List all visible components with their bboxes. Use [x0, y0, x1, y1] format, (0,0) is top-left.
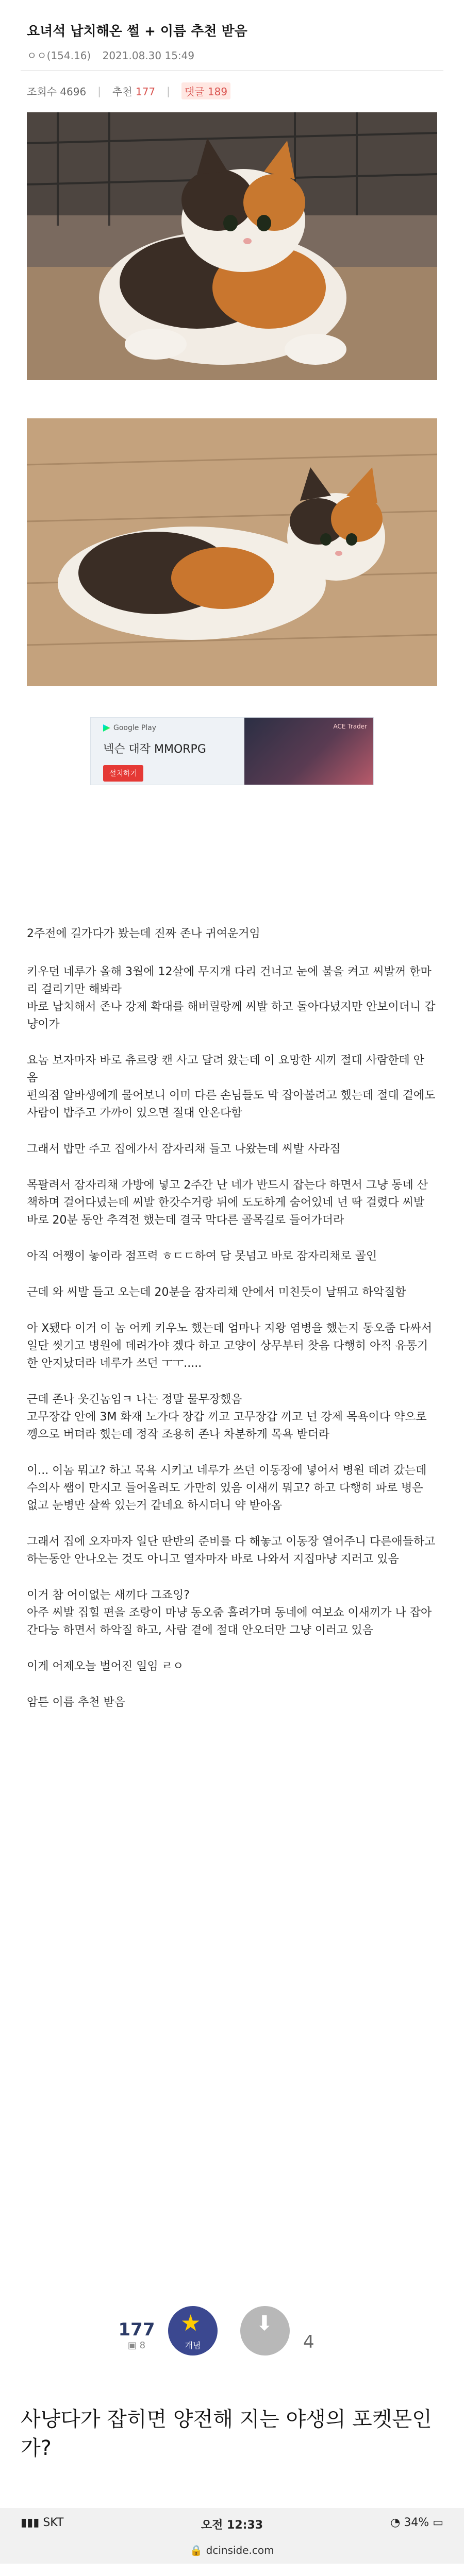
- upvote-count: 177: [118, 2319, 155, 2340]
- kitten-photo-2: [27, 418, 437, 686]
- paragraph: 아 X됐다 이거 이 놈 어케 키우노 했는데 엄마나 지왕 염병을 했는지 동오줌 다싸서 일단 씻기고 병원에 데려가야 겠다 하고 고양이 상무부터 찾음 다행히 아직 유통기한 안지났더라 네루가 쓰던 ㅜㅜ.....: [27, 1322, 433, 1370]
- post-stats: 조회수 4696 | 추천 177 | 댓글 189: [27, 82, 230, 99]
- section-title: 사냥다가 잡히면 양전해 지는 야생의 포켓몬인가?: [21, 2408, 432, 2460]
- paragraph: 근데 존나 웃긴놈임ㅋ 나는 정말 물무장했음 고무장갑 안에 3M 화재 노가다 장갑 끼고 고무장갑 끼고 넌 강제 목욕이다 약으로 깽으로 버텨라 했는데 정작 조용히 존나 차분하게 목욕 받더라: [27, 1393, 427, 1441]
- vote-row-1: [0, 2306, 464, 2373]
- upvote-button[interactable]: ★ 개념: [168, 2306, 218, 2355]
- paragraph: 그래서 밥만 주고 집에가서 잠자리채 들고 나왔는데 씨발 사라짐: [27, 1143, 341, 1156]
- ad-brand: ACE Trader: [333, 723, 367, 730]
- paragraph: 요놈 보자마자 바로 츄르랑 캔 사고 달려 왔는데 이 요망한 새끼 절대 사람한테 안 옴 편의점 알바생에게 물어보니 이미 다른 손님들도 막 잡아볼려고 했는데 절대 곁에도 사람이 밥주고 가까이 있으면 절대 안온다함: [27, 1054, 436, 1120]
- views-stat: 조회수 4696: [27, 86, 87, 98]
- fixed-vote-count: ▣ 8: [127, 2340, 146, 2351]
- header-divider: [21, 70, 443, 71]
- downvote-button[interactable]: [240, 2306, 290, 2355]
- reply-stat[interactable]: 댓글 189: [181, 82, 230, 99]
- ad-install-button[interactable]: 설치하기: [103, 765, 143, 782]
- recommend-stat: 추천 177: [112, 86, 156, 98]
- kitten-photo-2-image: [27, 418, 437, 686]
- url-bar[interactable]: 🔒 dcinside.com: [0, 2541, 464, 2564]
- paragraph: 근데 와 씨발 들고 오는데 20분을 잠자리채 안에서 미친듯이 날뛰고 하악질함: [27, 1286, 406, 1299]
- post-title[interactable]: 요녀석 납치해온 썰 + 이름 추천 받음: [27, 24, 247, 39]
- paragraph: 목팔려서 잠자리채 가방에 넣고 2주간 난 네가 반드시 잡는다 하면서 그냥 동네 산책하며 걸어다녔는데 씨발 한갓수거랑 뒤에 도도하게 숨어있네 넌 딱 걸렸다 씨발 바로 20분 동안 추격전 했는데 결국 막다른 골목길로 들어가더라: [27, 1179, 428, 1227]
- kitten-photo-1-image: [27, 112, 437, 380]
- post-date: 2021.08.30 15:49: [102, 49, 195, 62]
- clock: 오전 12:33: [201, 2519, 263, 2532]
- paragraph: 이... 이놈 뭐고? 하고 목욕 시키고 네루가 쓰던 이동장에 넣어서 병원 데려 갔는데 수의사 쌤이 만지고 들어올려도 가만히 있음 이새끼 뭐고? 하고 다행히 파로 병은 없고 눈병만 살짝 있는거 같네요 하시더니 약 받아옴: [27, 1464, 427, 1512]
- ad-banner[interactable]: [90, 717, 374, 785]
- battery-indicator: ◔ 34% ▭: [390, 2516, 443, 2529]
- paragraph: 이거 참 어이없는 새끼다 그죠잉? 아주 씨발 집힐 편을 조랑이 마냥 동오줌 흘려가며 동네에 여보쇼 이새끼가 나 잡아간다능 하면서 하악질 하고, 사람 곁에 절대 안오더만 그냥 이러고 있음: [27, 1589, 432, 1637]
- google-play-label: Google Play: [103, 724, 156, 732]
- phone-status-bar: [0, 2508, 464, 2541]
- kitten-photo-1: [27, 112, 437, 380]
- ad-headline: 넥슨 대작 MMORPG: [103, 743, 206, 756]
- ad-artwork: [244, 718, 373, 785]
- downvote-count: 4: [303, 2332, 314, 2352]
- carrier-label: ▮▮▮ SKT: [21, 2516, 64, 2529]
- google-play-icon: [103, 724, 110, 732]
- post-author-line: [27, 47, 194, 62]
- paragraph: 그래서 집에 오자마자 일단 딴반의 준비를 다 해놓고 이동장 열어주니 다른애들하고 하는동안 안나오는 것도 아니고 열자마자 바로 나와서 지집마냥 지러고 있음: [27, 1535, 436, 1566]
- paragraph: 이게 어제오늘 벌어진 일임 ㄹㅇ: [27, 1660, 184, 1673]
- paragraph: 키우던 네루가 올해 3월에 12살에 무지개 다리 건너고 눈에 불을 켜고 씨발꺼 한마리 걸리기만 해봐라 바로 납치해서 존나 강제 확대를 해버릴랑께 씨발 하고 돌아다녔지만 안보이더니 갑냥이가: [27, 965, 436, 1031]
- paragraph: 아직 어쨍이 놓이라 점프력 ㅎㄷㄷ하여 담 못넘고 바로 잠자리채로 골인: [27, 1250, 377, 1263]
- paragraph: 2주전에 길가다가 봤는데 진짜 존나 귀여운거임: [27, 927, 260, 940]
- post-author[interactable]: ㅇㅇ(154.16): [27, 49, 91, 62]
- paragraph: 암튼 이름 추천 받음: [27, 1696, 125, 1709]
- star-icon: ★: [180, 2310, 201, 2336]
- down-arrow-icon: ⬇: [256, 2312, 273, 2335]
- vote-count-block: [113, 2319, 160, 2351]
- post-body-1: [27, 925, 437, 1711]
